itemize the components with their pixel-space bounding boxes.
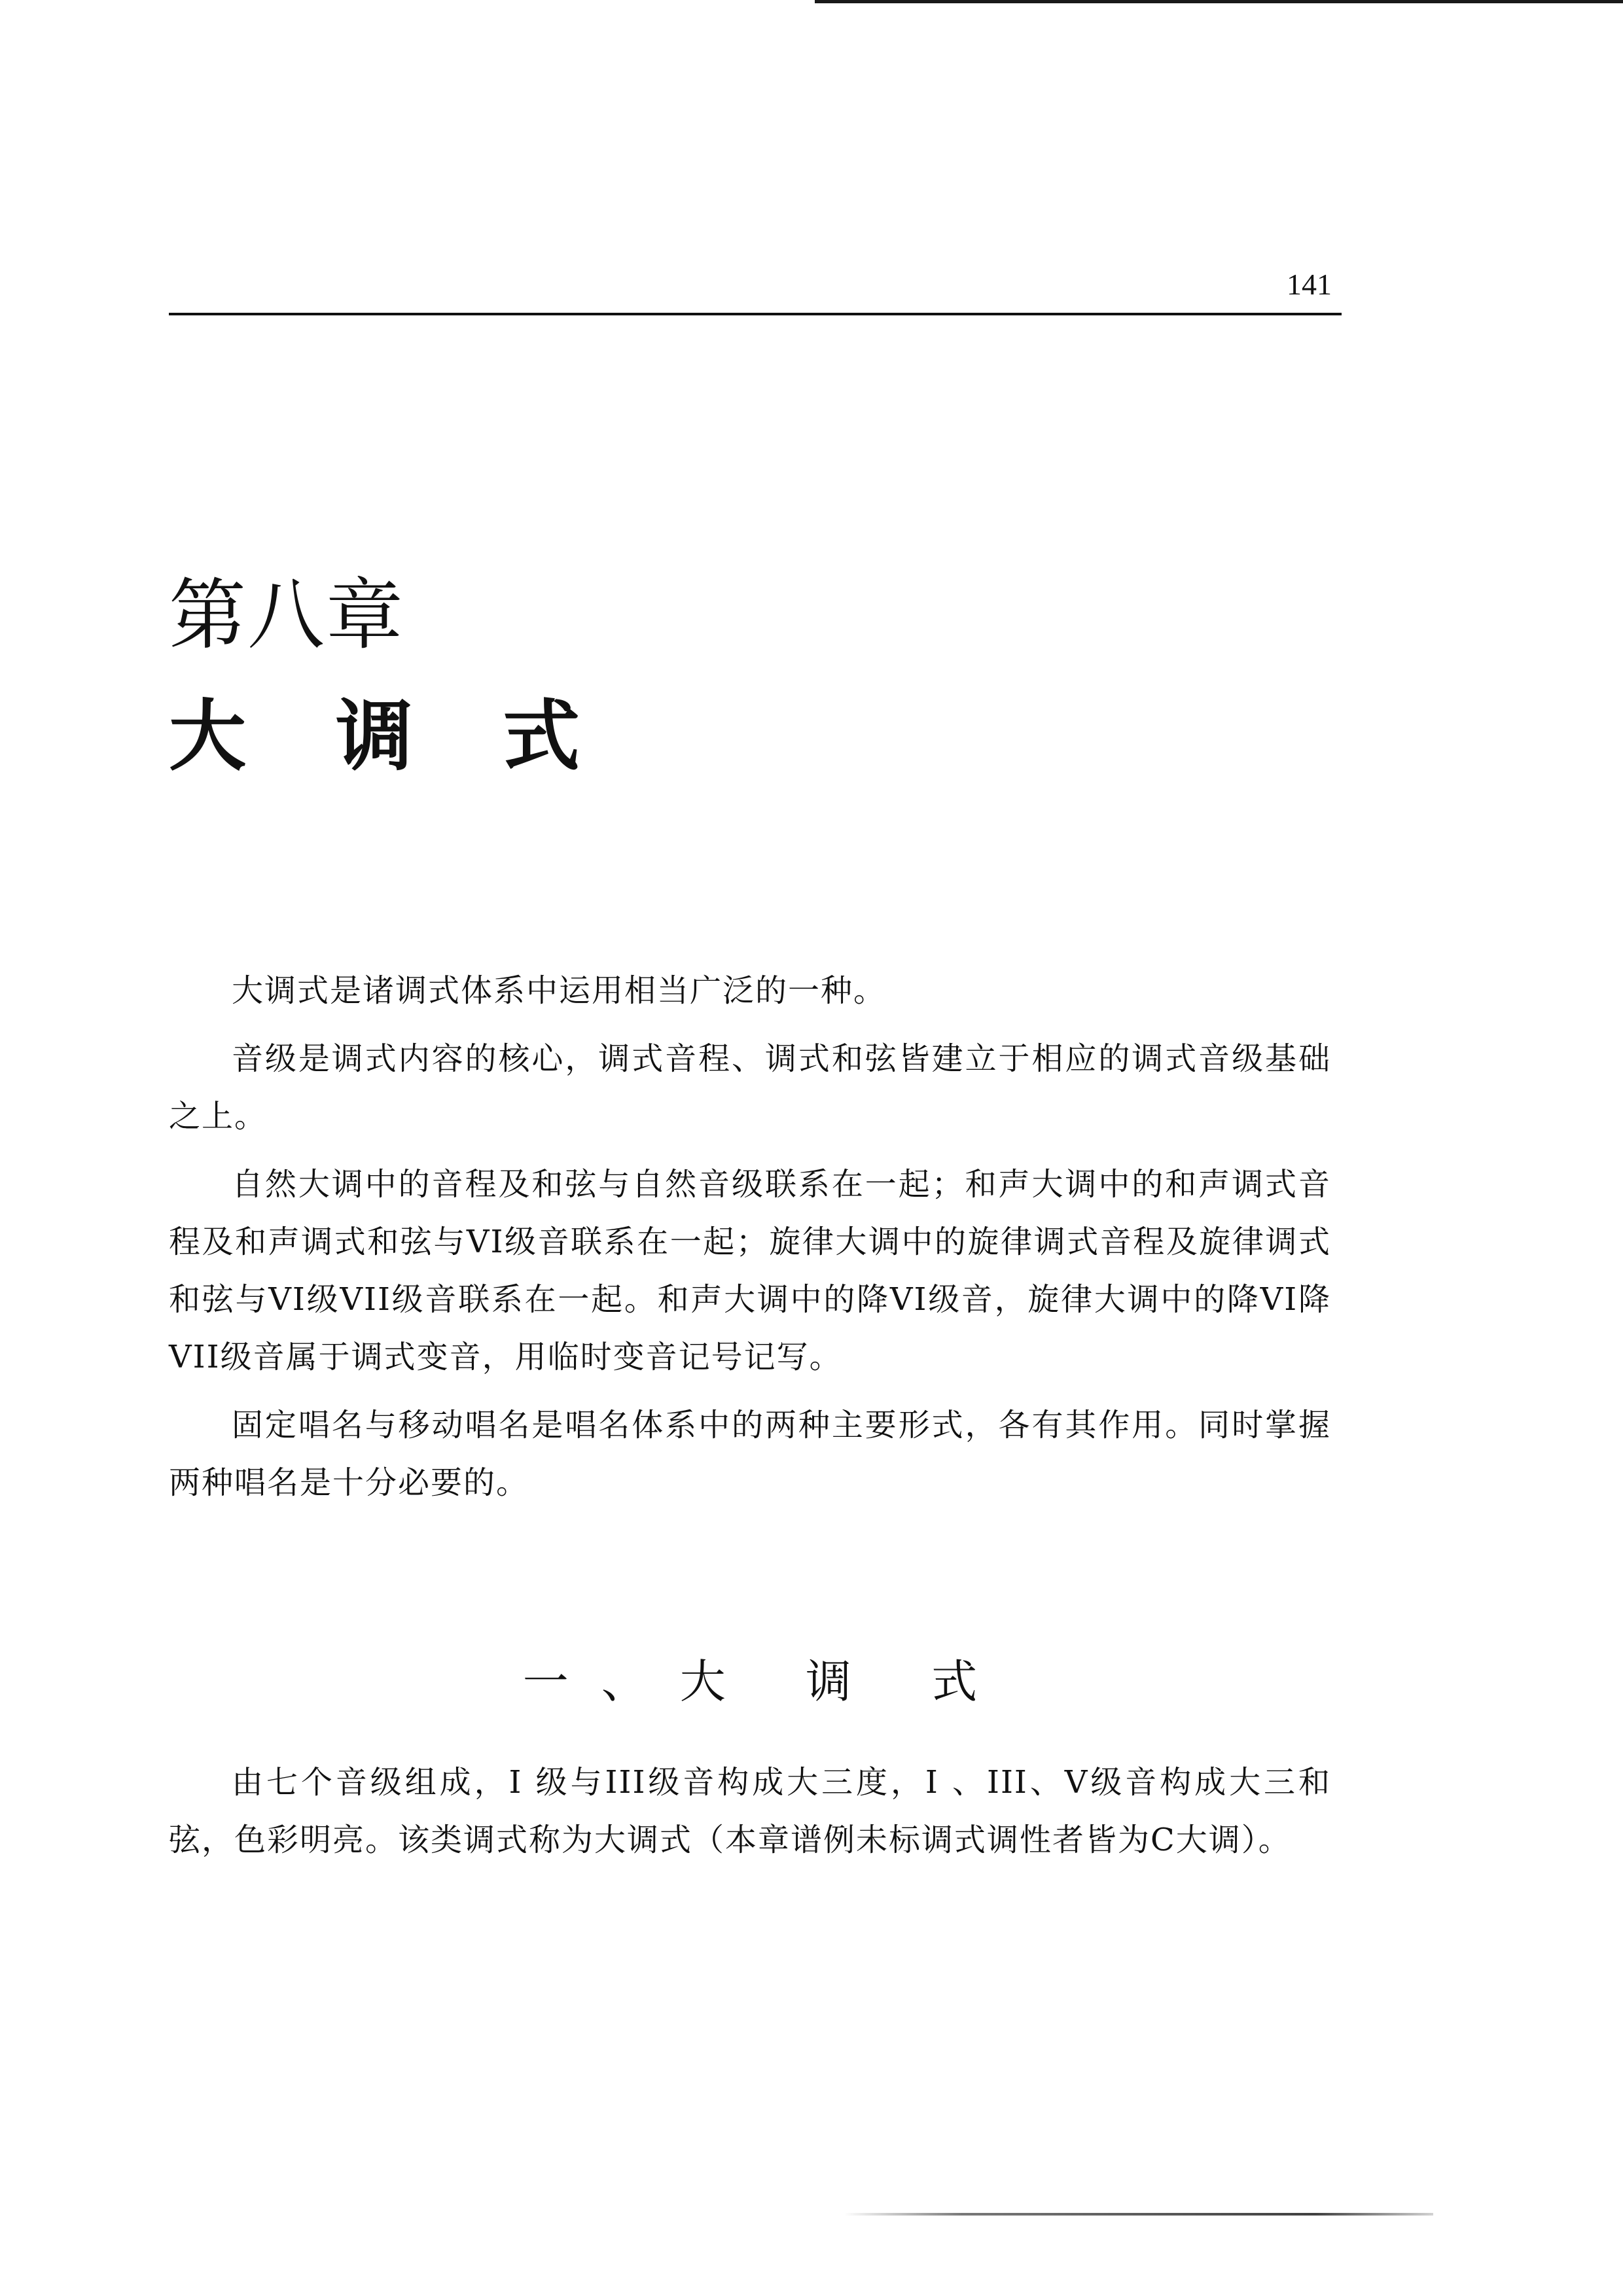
header-rule xyxy=(169,313,1342,315)
intro-text xyxy=(169,962,1331,1522)
section-heading: 一、大 调 式 xyxy=(522,1655,1010,1708)
intro-paragraph-3: 自然大调中的音程及和弦与自然音级联系在一起；和声大调中的和声调式音程及和声调式和弦与VI级音联系在一起；旋律大调中的旋律调式音程及旋律调式和弦与VI级VII级音联系在一起。和声大调中的降VI级音，旋律大调中的降VI降VII级音属于调式变音，用临时变音记号记写。 xyxy=(169,1166,1331,1375)
intro-paragraph-2: 音级是调式内容的核心，调式音程、调式和弦皆建立于相应的调式音级基础之上。 xyxy=(169,1040,1331,1135)
section-paragraph-1: 由七个音级组成，I 级与III级音构成大三度，I 、III、V级音构成大三和弦，色彩明亮。该类调式称为大调式（本章谱例未标调式调性者皆为C大调）。 xyxy=(169,1764,1331,1858)
section-body xyxy=(169,1754,1331,1879)
chapter-number: 第八章 xyxy=(169,570,405,660)
chapter-title: 大 调 式 xyxy=(169,691,612,781)
scan-top-edge-line xyxy=(815,0,1623,3)
intro-paragraph-4: 固定唱名与移动唱名是唱名体系中的两种主要形式，各有其作用。同时掌握两种唱名是十分必要的。 xyxy=(169,1407,1331,1501)
intro-paragraph-1: 大调式是诸调式体系中运用相当广泛的一种。 xyxy=(232,972,887,1009)
page-number: 141 xyxy=(1287,268,1332,301)
scan-bottom-edge-line xyxy=(844,2213,1433,2216)
